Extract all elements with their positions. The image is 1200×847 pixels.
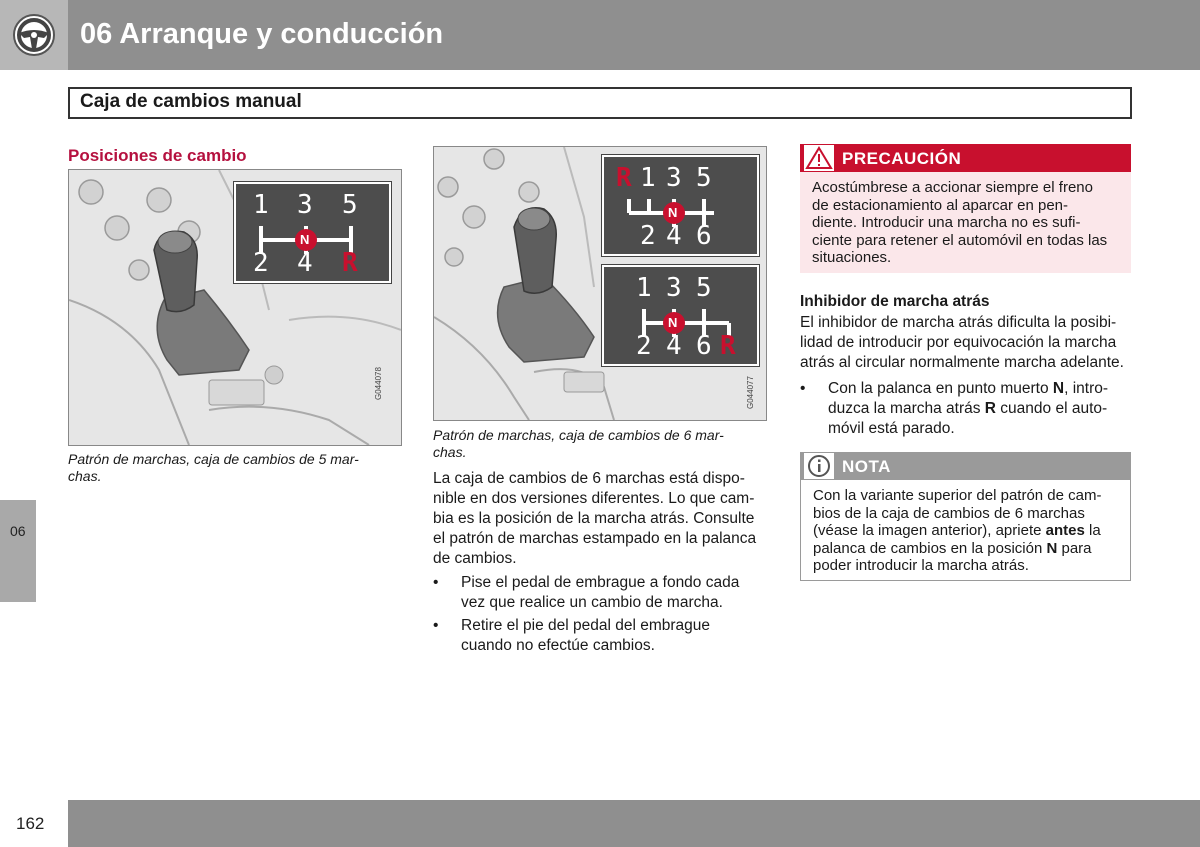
caption-line: chas. [433,444,467,460]
gear-label-3: 3 [297,190,313,220]
gear-label-3: 3 [666,273,682,303]
paragraph-line: nible en dos versiones diferentes. Lo que cam- [433,490,755,507]
bullet-line [828,379,1108,399]
note-line [813,540,1128,558]
gear-label-6: 6 [696,221,712,251]
bullet-text-run: duzca la marcha atrás [828,400,985,417]
gear-label-4: 4 [297,248,313,278]
bullet-item [433,616,773,656]
inhibitor-paragraph [800,313,1140,373]
gear-pattern-panel-6-speed-b [602,265,759,366]
caution-line: ciente para retener el automóvil en todas las [812,231,1108,249]
note-text-run: (véase la imagen anterior), apriete [813,522,1046,539]
caution-line: de estacionamiento al aparcar en pen- [812,196,1068,214]
bullet-line [828,399,1108,419]
paragraph-line: el patrón de marchas estampado en la palanca [433,530,757,547]
gear-label-1: 1 [636,273,652,303]
bullet-text-run: Con la palanca en punto muerto [828,380,1053,397]
warning-triangle-icon [804,145,834,171]
caution-body [800,172,1131,273]
paragraph-line: bia es la posición de la marcha atrás. Consulte [433,510,755,527]
caption-line: Patrón de marchas, caja de cambios de 6 mar- [433,427,724,443]
caption-line: chas. [68,468,102,484]
chapter-side-tab [0,500,36,602]
footer-band [68,800,1200,847]
gear-label-5: 5 [696,163,712,193]
steering-wheel-icon [0,0,68,70]
gear-label-reverse: R [342,248,358,278]
gear-pattern-panel-5-speed [234,182,391,283]
note-body [800,480,1131,581]
caution-line: Acostúmbrese a accionar siempre el freno [812,179,1093,196]
five-speed-figure [68,169,402,446]
gear-label-1: 1 [640,163,656,193]
gear-label-neutral: N [300,232,310,247]
gear-label-4: 4 [666,331,682,361]
bullet-text-run: , intro- [1064,380,1109,397]
note-text-run: la [1084,522,1101,539]
caution-line: situaciones. [812,249,892,266]
gear-label-reverse: R [720,331,736,361]
gear-label-2: 2 [636,331,652,361]
bullet-dot: • [433,617,439,634]
note-line [813,522,1128,540]
paragraph-line: La caja de cambios de 6 marchas está dispo- [433,470,745,487]
figure-code: G044077 [746,376,755,409]
note-line: Con la variante superior del patrón de cam- [813,487,1102,504]
gear-label-1: 1 [253,190,269,220]
six-speed-caption [433,427,768,461]
gear-label-reverse: R [616,163,632,193]
six-speed-paragraph [433,469,773,569]
bullet-line: Pise el pedal de embrague a fondo cada [461,574,740,591]
gear-label-5: 5 [696,273,712,303]
bullet-line: cuando no efectúe cambios. [461,637,655,654]
paragraph-line: de cambios. [433,550,517,567]
paragraph-line: El inhibidor de marcha atrás dificulta la posibi- [800,314,1117,331]
note-header [800,452,1131,480]
five-speed-caption [68,451,403,485]
gear-label-5: 5 [342,190,358,220]
chapter-title: 06 Arranque y conducción [80,18,444,50]
figure-code: G044078 [374,367,383,400]
gear-pattern-panel-6-speed-a [602,155,759,256]
note-text-run: palanca de cambios en la posición [813,539,1047,557]
caution-label: PRECAUCIÓN [842,149,962,168]
caution-line: diente. Introducir una marcha no es sufi- [812,214,1081,231]
bullet-item [433,573,773,613]
paragraph-line: atrás al circular normalmente marcha adelante. [800,354,1124,371]
six-speed-figure [433,146,767,421]
gear-positions-heading: Posiciones de cambio [68,146,247,165]
note-text-run: para [1057,539,1092,557]
bullet-dot: • [433,574,439,591]
note-label: NOTA [842,457,891,476]
chapter-side-tab-label: 06 [10,523,26,539]
note-bold-run: antes [1045,522,1085,539]
note-line: bios de la caja de cambios de 6 marchas [813,504,1085,522]
bullet-bold-run: R [984,400,996,417]
gear-label-4: 4 [666,221,682,251]
gear-label-neutral: N [668,205,678,220]
gear-label-2: 2 [253,248,269,278]
paragraph-line: lidad de introducir por equivocación la marcha [800,334,1117,351]
bullet-line: vez que realice un cambio de marcha. [461,594,723,611]
note-bold-run: N [1046,539,1058,557]
note-line: poder introducir la marcha atrás. [813,557,1029,574]
section-title: Caja de cambios manual [80,91,302,112]
gear-label-neutral: N [668,315,678,330]
header-logo-box [0,0,68,70]
bullet-bold-run: N [1052,380,1065,397]
page-number: 162 [16,814,45,833]
bullet-line: Retire el pie del pedal del embrague [461,617,711,634]
gear-label-6: 6 [696,331,712,361]
bullet-text-run: cuando el auto- [996,400,1108,417]
caption-line: Patrón de marchas, caja de cambios de 5 mar- [68,451,359,467]
bullet-item [800,379,1140,439]
caution-header [800,144,1131,172]
gear-label-2: 2 [640,221,656,251]
gear-label-3: 3 [666,163,682,193]
bullet-dot: • [800,380,806,397]
inhibitor-heading: Inhibidor de marcha atrás [800,293,990,310]
bullet-line: móvil está parado. [828,420,955,437]
info-icon [804,453,834,479]
